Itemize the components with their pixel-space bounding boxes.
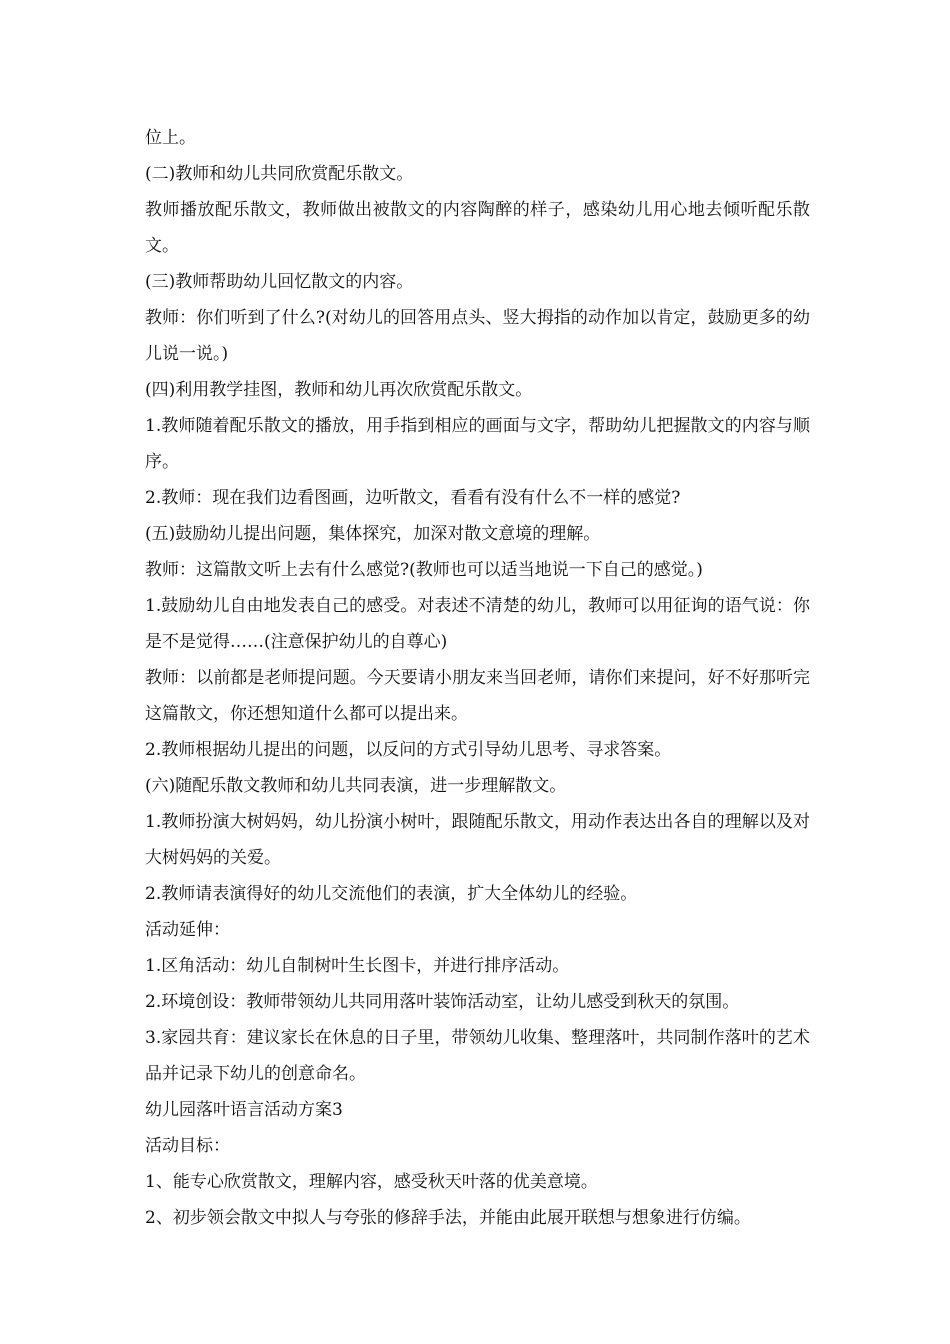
section-heading: (六)随配乐散文教师和幼儿共同表演，进一步理解散文。 <box>145 776 567 796</box>
list-item: 2.教师：现在我们边看图画，边听散文，看看有没有什么不一样的感觉? <box>145 488 681 508</box>
section-heading: 活动延伸： <box>145 920 230 940</box>
section-heading: 活动目标： <box>145 1136 230 1156</box>
list-item: 1.区角活动：幼儿自制树叶生长图卡，并进行排序活动。 <box>145 956 570 976</box>
list-item: 1.教师扮演大树妈妈，幼儿扮演小树叶，跟随配乐散文，用动作表达出各自的理解以及对大树妈妈的关爱。 <box>145 812 810 868</box>
paragraph: 教师：你们听到了什么?(对幼儿的回答用点头、竖大拇指的动作加以肯定，鼓励更多的幼儿说一说。) <box>145 308 810 364</box>
section-heading: (二)教师和幼儿共同欣赏配乐散文。 <box>145 164 414 184</box>
section-heading: (五)鼓励幼儿提出问题，集体探究，加深对散文意境的理解。 <box>145 524 601 544</box>
paragraph: 教师播放配乐散文，教师做出被散文的内容陶醉的样子，感染幼儿用心地去倾听配乐散文。 <box>145 200 810 256</box>
document-page <box>145 120 810 1236</box>
list-item: 2、初步领会散文中拟人与夸张的修辞手法，并能由此展开联想与想象进行仿编。 <box>145 1208 751 1228</box>
plan-title: 幼儿园落叶语言活动方案3 <box>145 1100 343 1120</box>
list-item: 1.教师随着配乐散文的播放，用手指到相应的画面与文字，帮助幼儿把握散文的内容与顺序。 <box>145 416 810 472</box>
paragraph: 位上。 <box>145 128 196 148</box>
list-item: 1、能专心欣赏散文，理解内容，感受秋天叶落的优美意境。 <box>145 1172 598 1192</box>
list-item: 2.教师根据幼儿提出的问题，以反问的方式引导幼儿思考、寻求答案。 <box>145 740 672 760</box>
paragraph: 教师：以前都是老师提问题。今天要请小朋友来当回老师，请你们来提问，好不好那听完这篇散文，你还想知道什么都可以提出来。 <box>145 668 810 724</box>
list-item: 2.环境创设：教师带领幼儿共同用落叶装饰活动室，让幼儿感受到秋天的氛围。 <box>145 992 740 1012</box>
paragraph: 教师：这篇散文听上去有什么感觉?(教师也可以适当地说一下自己的感觉。) <box>145 560 703 580</box>
list-item: 3.家园共育：建议家长在休息的日子里，带领幼儿收集、整理落叶，共同制作落叶的艺术品并记录下幼儿的创意命名。 <box>145 1028 810 1084</box>
list-item: 1.鼓励幼儿自由地发表自己的感受。对表述不清楚的幼儿，教师可以用征询的语气说：你是不是觉得……(注意保护幼儿的自尊心) <box>145 596 810 652</box>
list-item: 2.教师请表演得好的幼儿交流他们的表演，扩大全体幼儿的经验。 <box>145 884 638 904</box>
section-heading: (四)利用教学挂图，教师和幼儿再次欣赏配乐散文。 <box>145 380 533 400</box>
section-heading: (三)教师帮助幼儿回忆散文的内容。 <box>145 272 414 292</box>
